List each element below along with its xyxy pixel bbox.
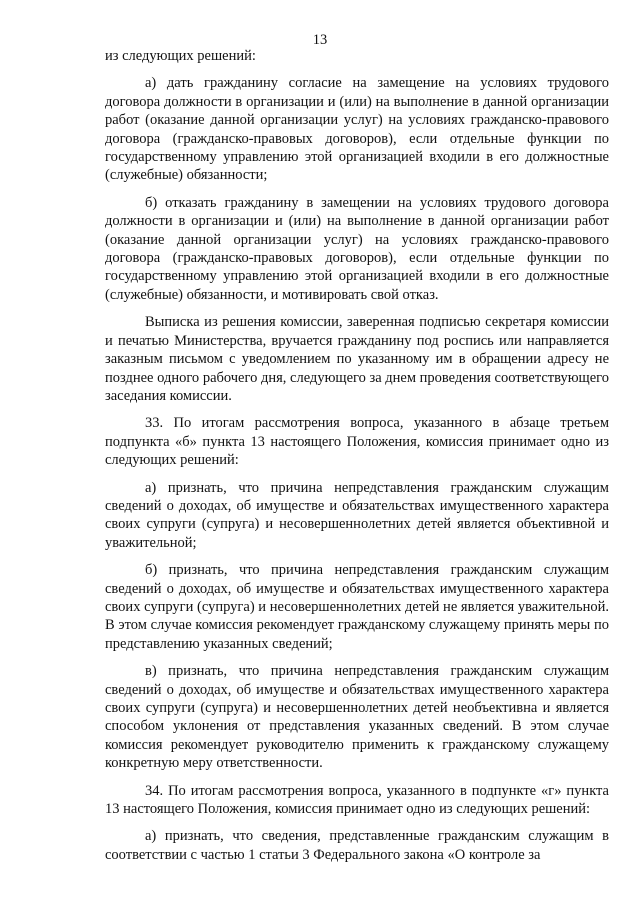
paragraph-continuation: из следующих решений: <box>105 48 256 64</box>
paragraph-33a: а) признать, что причина непредставления гражданским служащим сведений о доходах, об имуществе и обязательствах имущественного характера своих супруги (супруга) и несовершеннолетних детей является объективной и уважительной; <box>105 479 609 551</box>
paragraph-33b: б) признать, что причина непредставления гражданским служащим сведений о доходах, об имуществе и обязательствах имущественного характера своих супруги (супруга) и несовершеннолетних детей не является уважительной. В этом случае комиссия рекомендует гражданскому служащему принять меры по представлению указанных сведений; <box>105 562 609 652</box>
paragraph-extract: Выписка из решения комиссии, заверенная подписью секретаря комиссии и печатью Министерства, вручается гражданину под роспись или направляется заказным письмом с уведомлением по указанному им в обращении адресу не позднее одного рабочего дня, следующего за днем проведения соответствующего заседания комиссии. <box>105 314 609 404</box>
paragraph-32a: а) дать гражданину согласие на замещение на условиях трудового договора должности в организации и (или) на выполнение в данной организации работ (оказание данной организации услуг) на условиях гражданско-правового договора (гражданско-правовых договоров), если отдельные функции по государственному управлению этой организацией входили в его должностные (служебные) обязанности; <box>105 75 609 184</box>
document-body <box>105 47 609 873</box>
paragraph-33c: в) признать, что причина непредставления гражданским служащим сведений о доходах, об имуществе и обязательствах имущественного характера своих супруги (супруга) и несовершеннолетних детей необъективна и является способом уклонения от представления указанных сведений. В этом случае комиссия рекомендует руководителю применить к гражданскому служащему конкретную меру ответственности. <box>105 663 609 772</box>
paragraph-34: 34. По итогам рассмотрения вопроса, указанного в подпункте «г» пункта 13 настоящего Положения, комиссия принимает одно из следующих решений: <box>105 782 609 818</box>
paragraph-33: 33. По итогам рассмотрения вопроса, указанного в абзаце третьем подпункта «б» пункта 13 настоящего Положения, комиссия принимает одно из следующих решений: <box>105 415 609 469</box>
paragraph-34a: а) признать, что сведения, представленные гражданским служащим в соответствии с частью 1 статьи 3 Федерального закона «О контроле за <box>105 828 609 863</box>
paragraph-32b: б) отказать гражданину в замещении на условиях трудового договора должности в организации и (или) на выполнение в данной организации работ (оказание данной организации услуг) на условиях гражданско-правового договора (гражданско-правовых договоров), если отдельные функции по государственному управлению этой организацией входили в его должностные (служебные) обязанности, и мотивировать свой отказ. <box>105 194 609 303</box>
page-number: 13 <box>312 32 328 48</box>
